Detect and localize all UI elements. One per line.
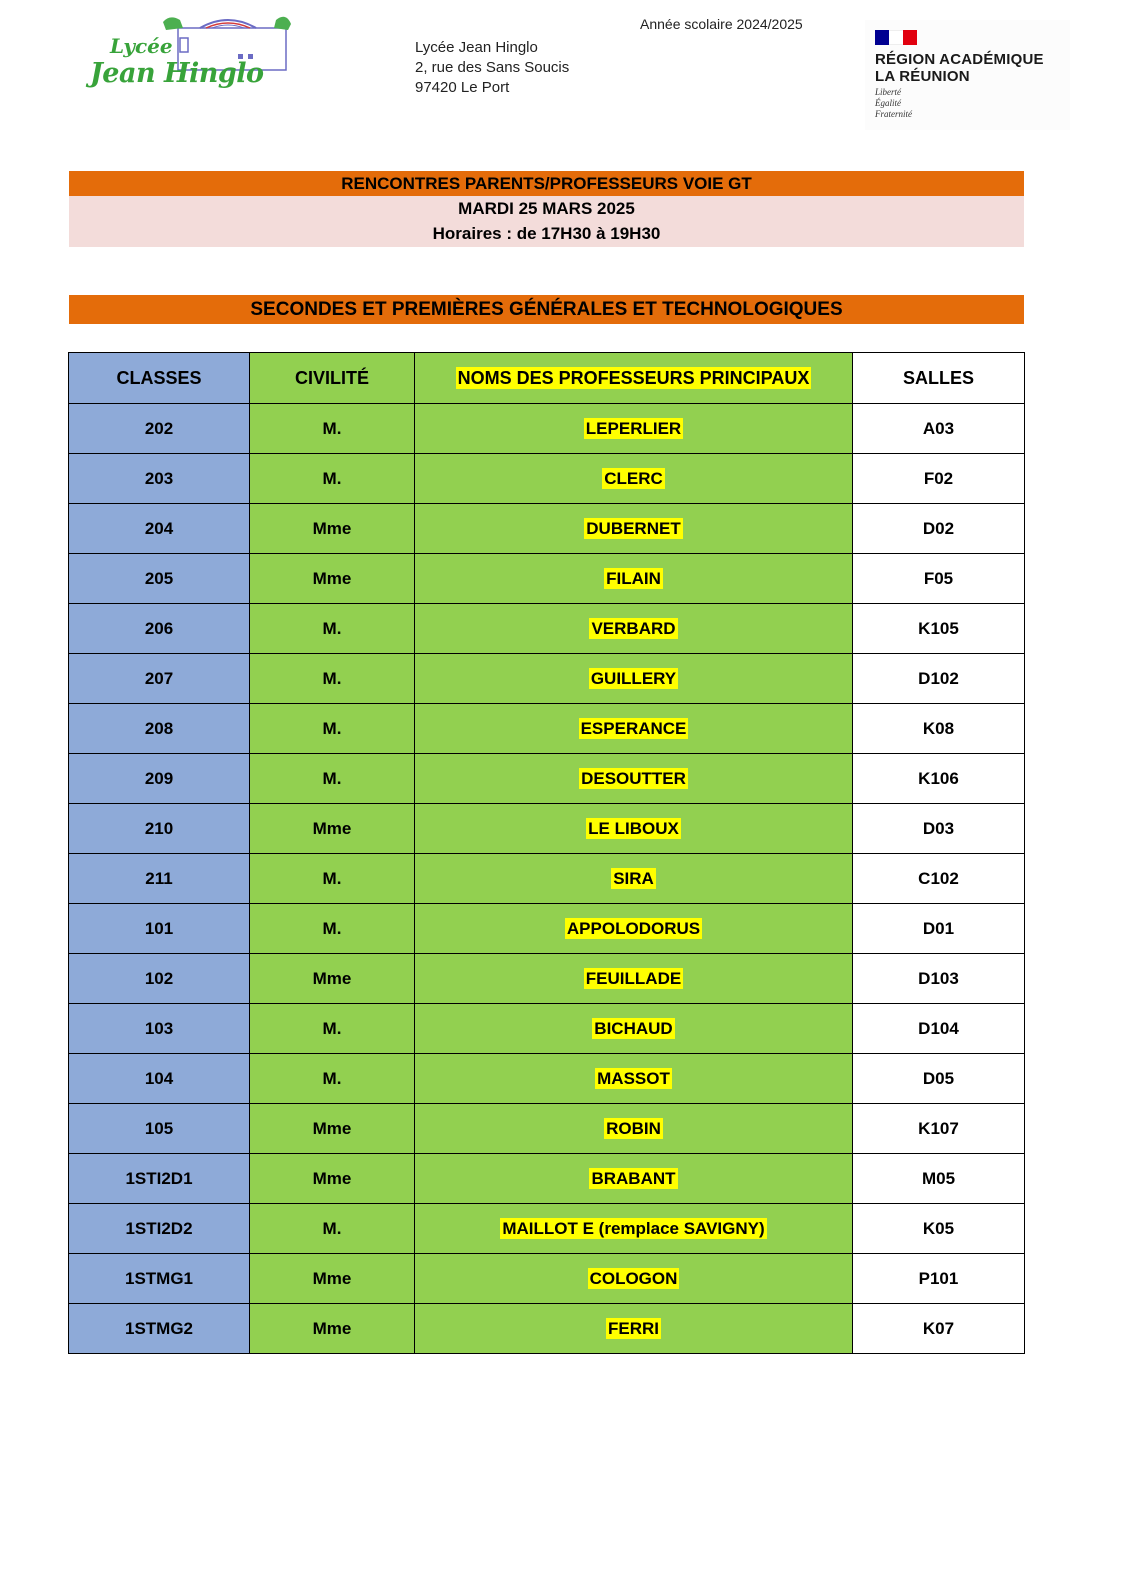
cell-nom [415,954,853,1004]
cell-nom [415,704,853,754]
table-body [69,404,1025,1354]
cell-salle: M05 [853,1154,1025,1204]
cell-salle: D05 [853,1054,1025,1104]
region-motto [875,87,912,120]
cell-salle: C102 [853,854,1025,904]
cell-civilite: M. [250,454,415,504]
cell-nom [415,1204,853,1254]
cell-classe: 1STMG1 [69,1254,250,1304]
cell-classe: 208 [69,704,250,754]
cell-civilite: Mme [250,554,415,604]
header-noms [415,353,853,404]
cell-nom [415,1104,853,1154]
region-logo [865,20,1070,130]
table-row [69,1054,1025,1104]
cell-civilite: M. [250,654,415,704]
cell-salle: K07 [853,1304,1025,1354]
cell-nom-text: CLERC [604,468,663,488]
cell-civilite: M. [250,1004,415,1054]
table-row [69,754,1025,804]
cell-salle: D03 [853,804,1025,854]
cell-nom-text: VERBARD [591,618,676,638]
cell-nom-text: FEUILLADE [585,968,682,988]
table-row [69,954,1025,1004]
school-street: 2, rue des Sans Soucis [415,59,570,76]
table-row [69,1154,1025,1204]
cell-nom [415,654,853,704]
table-row [69,604,1025,654]
header-noms-label: NOMS DES PROFESSEURS PRINCIPAUX [457,367,810,388]
cell-civilite: Mme [250,1254,415,1304]
cell-classe: 209 [69,754,250,804]
motto-fraternite: Fraternité [875,109,912,119]
french-flag-icon [875,30,917,45]
motto-liberte: Liberté [875,87,901,97]
cell-nom [415,1004,853,1054]
cell-nom-text: MASSOT [597,1068,670,1088]
table-row [69,804,1025,854]
table-row [69,1254,1025,1304]
cell-nom-text: APPOLODORUS [566,918,701,938]
cell-salle: K107 [853,1104,1025,1154]
cell-nom [415,554,853,604]
cell-salle: F05 [853,554,1025,604]
cell-salle: P101 [853,1254,1025,1304]
event-title: RENCONTRES PARENTS/PROFESSEURS VOIE GT [69,171,1024,196]
header-civilite: CIVILITÉ [250,353,415,404]
cell-civilite: M. [250,704,415,754]
cell-nom [415,1304,853,1354]
cell-classe: 204 [69,504,250,554]
cell-salle: D02 [853,504,1025,554]
cell-classe: 102 [69,954,250,1004]
table-row [69,904,1025,954]
cell-nom-text: ESPERANCE [580,718,687,738]
cell-nom [415,904,853,954]
table-row [69,704,1025,754]
table-row [69,504,1025,554]
cell-classe: 103 [69,1004,250,1054]
cell-civilite: M. [250,904,415,954]
cell-nom-text: LE LIBOUX [588,818,679,838]
cell-salle: K08 [853,704,1025,754]
header-salles: SALLES [853,353,1025,404]
table-header-row [69,353,1025,404]
cell-classe: 206 [69,604,250,654]
cell-nom-text: FILAIN [606,568,661,588]
school-year: Année scolaire 2024/2025 [640,16,803,32]
cell-nom-text: GUILLERY [590,668,677,688]
cell-nom [415,854,853,904]
cell-civilite: M. [250,604,415,654]
cell-civilite: M. [250,404,415,454]
cell-classe: 203 [69,454,250,504]
event-info [69,196,1024,247]
event-date: MARDI 25 MARS 2025 [458,199,635,218]
cell-nom [415,1154,853,1204]
region-name [875,51,1044,85]
cell-classe: 207 [69,654,250,704]
teachers-table [68,352,1025,1354]
cell-classe: 205 [69,554,250,604]
cell-classe: 210 [69,804,250,854]
region-name-line1: RÉGION ACADÉMIQUE [875,51,1044,68]
cell-civilite: Mme [250,504,415,554]
cell-nom [415,404,853,454]
cell-classe: 1STI2D2 [69,1204,250,1254]
cell-salle: K106 [853,754,1025,804]
cell-salle: D102 [853,654,1025,704]
cell-nom [415,1254,853,1304]
cell-salle: K05 [853,1204,1025,1254]
cell-nom-text: LEPERLIER [585,418,682,438]
cell-salle: D103 [853,954,1025,1004]
table-row [69,1004,1025,1054]
cell-civilite: Mme [250,1104,415,1154]
cell-civilite: M. [250,854,415,904]
event-hours: Horaires : de 17H30 à 19H30 [432,224,661,243]
school-address [415,38,569,98]
table-row [69,1104,1025,1154]
cell-nom-text: MAILLOT E (remplace SAVIGNY) [502,1218,765,1238]
cell-nom [415,804,853,854]
cell-salle: F02 [853,454,1025,504]
cell-civilite: Mme [250,804,415,854]
cell-classe: 1STI2D1 [69,1154,250,1204]
cell-salle: D01 [853,904,1025,954]
cell-civilite: Mme [250,1304,415,1354]
cell-nom [415,504,853,554]
cell-classe: 104 [69,1054,250,1104]
cell-classe: 1STMG2 [69,1304,250,1354]
cell-classe: 101 [69,904,250,954]
cell-nom [415,1054,853,1104]
region-name-line2: LA RÉUNION [875,68,970,85]
cell-nom-text: DESOUTTER [581,768,686,788]
cell-nom-text: DUBERNET [586,518,681,538]
cell-salle: D104 [853,1004,1025,1054]
table-row [69,1204,1025,1254]
cell-civilite: M. [250,1054,415,1104]
cell-nom-text: COLOGON [589,1268,678,1288]
cell-nom-text: SIRA [613,868,654,888]
school-name: Lycée Jean Hinglo [415,39,538,56]
table-row [69,554,1025,604]
motto-egalite: Égalité [875,98,901,108]
cell-classe: 105 [69,1104,250,1154]
cell-civilite: Mme [250,1154,415,1204]
table-row [69,654,1025,704]
cell-nom-text: FERRI [608,1318,659,1338]
table-row [69,404,1025,454]
header-classes: CLASSES [69,353,250,404]
cell-nom-text: BRABANT [591,1168,676,1188]
cell-salle: K105 [853,604,1025,654]
cell-classe: 202 [69,404,250,454]
table-row [69,454,1025,504]
cell-civilite: Mme [250,954,415,1004]
school-city: 97420 Le Port [415,79,510,96]
school-logo-line1: Lycée [110,34,173,58]
cell-salle: A03 [853,404,1025,454]
cell-nom [415,604,853,654]
cell-nom-text: BICHAUD [594,1018,673,1038]
table-row [69,1304,1025,1354]
section-title: SECONDES ET PREMIÈRES GÉNÉRALES ET TECHNOLOGIQUES [69,295,1024,324]
cell-nom [415,454,853,504]
cell-classe: 211 [69,854,250,904]
table-row [69,854,1025,904]
cell-civilite: M. [250,754,415,804]
school-logo [88,14,293,100]
cell-nom-text: ROBIN [606,1118,661,1138]
cell-nom [415,754,853,804]
school-logo-line2: Jean Hinglo [90,58,264,89]
cell-civilite: M. [250,1204,415,1254]
